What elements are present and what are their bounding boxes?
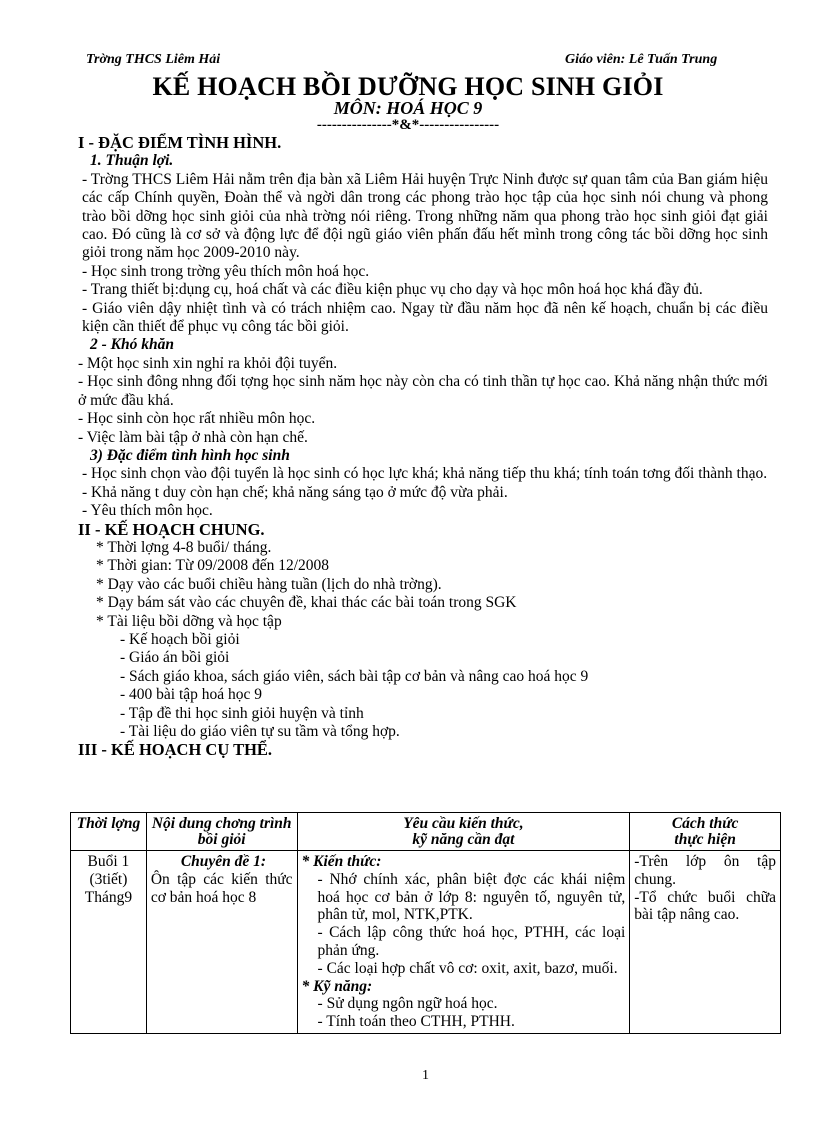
advantage-item: - Giáo viên dậy nhiệt tình và có trách nhiệm cao. Ngay từ đầu năm học đã nên kế hoạch, chuẩn bị các điều kiện cần thiết để phục vụ công tác bồi giỏi. [82, 299, 768, 336]
document-body [78, 134, 768, 760]
material-item: - Tài liệu do giáo viên tự su tầm và tổng hợp. [120, 723, 400, 740]
table-header-row [71, 813, 781, 851]
skill-item: - Tính toán theo CTHH, PTHH. [317, 1013, 515, 1031]
section-2-heading: II - KẾ HOẠCH CHUNG. [78, 519, 265, 539]
school-name: Trờng THCS Liêm Hải [86, 52, 221, 67]
session-periods: (3tiết) [89, 870, 128, 888]
subsection-student-profile: 3) Đặc điểm tình hình học sinh [90, 446, 290, 464]
cell-content [146, 851, 297, 1034]
plan-item: * Tài liệu bồi dỡng và học tập [96, 612, 282, 630]
col-header-method-line1: Cách thức [671, 815, 739, 832]
subsection-advantages: 1. Thuận lợi. [90, 152, 174, 170]
knowledge-heading: * Kiến thức: [301, 853, 382, 870]
method-item: -Trên lớp ôn tập chung. [634, 853, 776, 888]
plan-table [70, 812, 781, 1034]
subsection-difficulties: 2 - Khó khăn [90, 336, 174, 354]
difficulty-item: - Học sinh đông nhng đối tợng học sinh năm học này còn cha có tinh thần tự học cao. Khả năng nhận thức mới ở mức đầu khá. [78, 373, 768, 409]
col-header-requirements-line1: Yêu cầu kiến thức, [403, 815, 524, 832]
teacher-name: Giáo viên: Lê Tuấn Trung [565, 52, 718, 67]
session-label: Buổi 1 [87, 853, 130, 870]
title-divider: ---------------*&*---------------- [316, 117, 500, 133]
difficulty-item: - Việc làm bài tập ở nhà còn hạn chế. [78, 428, 308, 446]
difficulty-item: - Một học sinh xin nghỉ ra khỏi đội tuyển. [78, 354, 338, 372]
plan-item: * Dạy bám sát vào các chuyên đề, khai thác các bài toán trong SGK [96, 594, 517, 612]
student-profile-item: - Khả năng t duy còn hạn chế; khả năng sáng tạo ở mức độ vừa phải. [82, 483, 508, 501]
col-header-duration: Thời lợng [71, 813, 147, 851]
difficulty-item: - Học sinh còn học rất nhiều môn học. [78, 410, 316, 428]
section-1-heading: I - ĐẶC ĐIỂM TÌNH HÌNH. [78, 133, 282, 152]
student-profile-item: - Học sinh chọn vào đội tuyển là học sinh có học lực khá; khả năng tiếp thu khá; tính toán tơng đối thành thạo. [82, 465, 768, 483]
advantage-paragraph: - Trờng THCS Liêm Hải nằm trên địa bàn xã Liêm Hải huyện Trực Ninh được sự quan tâm của Ban giám hiệu các cấp Chính quyền, Đoàn thể và ngời dân trong các phong trào học tập của học sinh nói chung và phong trào bồi dỡng học sinh giỏi của nhà trờng nói riêng. Trong những năm qua phong trào học sinh giỏi đạt giải cao. Đó cũng là cơ sở và động lực để đội ngũ giáo viên phấn đấu hết mình trong công tác bồi dỡng học sinh giỏi trong năm học 2009-2010 này. [82, 170, 768, 262]
col-header-content: Nội dung chơng trình bồi giỏi [146, 813, 297, 851]
advantage-item: - Học sinh trong trờng yêu thích môn hoá học. [82, 262, 370, 280]
skill-item: - Sử dụng ngôn ngữ hoá học. [317, 995, 498, 1013]
knowledge-item: - Nhớ chính xác, phân biệt đợc các khái niệm hoá học cơ bản ở lớp 8: nguyên tố, nguyên tử, phân tử, mol, NTK,PTK. [317, 870, 626, 924]
topic-content: Ôn tập các kiến thức cơ bản hoá học 8 [150, 870, 293, 906]
method-item: -Tổ chức buổi chữa bài tập nâng cao. [634, 888, 776, 924]
material-item: - 400 bài tập hoá học 9 [120, 686, 263, 704]
advantage-item: - Trang thiết bị:dụng cụ, hoá chất và các điều kiện phục vụ cho dạy và học môn hoá học khá đầy đủ. [82, 281, 703, 299]
material-item: - Giáo án bồi giỏi [120, 649, 230, 667]
col-header-method-line2: thực hiện [674, 831, 736, 848]
material-item: - Sách giáo khoa, sách giáo viên, sách bài tập cơ bản và nâng cao hoá học 9 [120, 667, 589, 685]
skills-heading: * Kỹ năng: [301, 977, 373, 995]
col-header-requirements [297, 813, 630, 851]
col-header-requirements-line2: kỹ năng cần đạt [412, 831, 515, 848]
material-item: - Kế hoạch bồi giỏi [120, 630, 240, 648]
cell-method [630, 851, 781, 1034]
page-mark: 1 [422, 1068, 429, 1083]
subject-title: MÔN: HOÁ HỌC 9 [333, 98, 483, 118]
section-3-heading: III - KẾ HOẠCH CỤ THỂ. [78, 740, 273, 760]
plan-item: * Thời lợng 4-8 buổi/ tháng. [96, 538, 272, 556]
student-profile-item: - Yêu thích môn học. [82, 502, 213, 520]
cell-requirements [297, 851, 630, 1034]
plan-item: * Thời gian: Từ 09/2008 đến 12/2008 [96, 557, 330, 575]
knowledge-item: - Các loại hợp chất vô cơ: oxit, axit, bazơ, muối. [317, 959, 618, 977]
cell-duration [71, 851, 147, 1034]
table-row [71, 851, 781, 1034]
plan-item: * Dạy vào các buổi chiều hàng tuần (lịch do nhà trờng). [96, 575, 442, 593]
topic-label: Chuyên đề 1: [180, 853, 267, 870]
material-item: - Tập đề thi học sinh giỏi huyện và tỉnh [120, 704, 364, 722]
knowledge-item: - Cách lập công thức hoá học, PTHH, các loại phản ứng. [317, 924, 626, 959]
page-title: KẾ HOẠCH BỒI DƯỠNG HỌC SINH GIỎI [152, 72, 664, 101]
col-header-method [630, 813, 781, 851]
session-month: Tháng9 [84, 888, 133, 906]
